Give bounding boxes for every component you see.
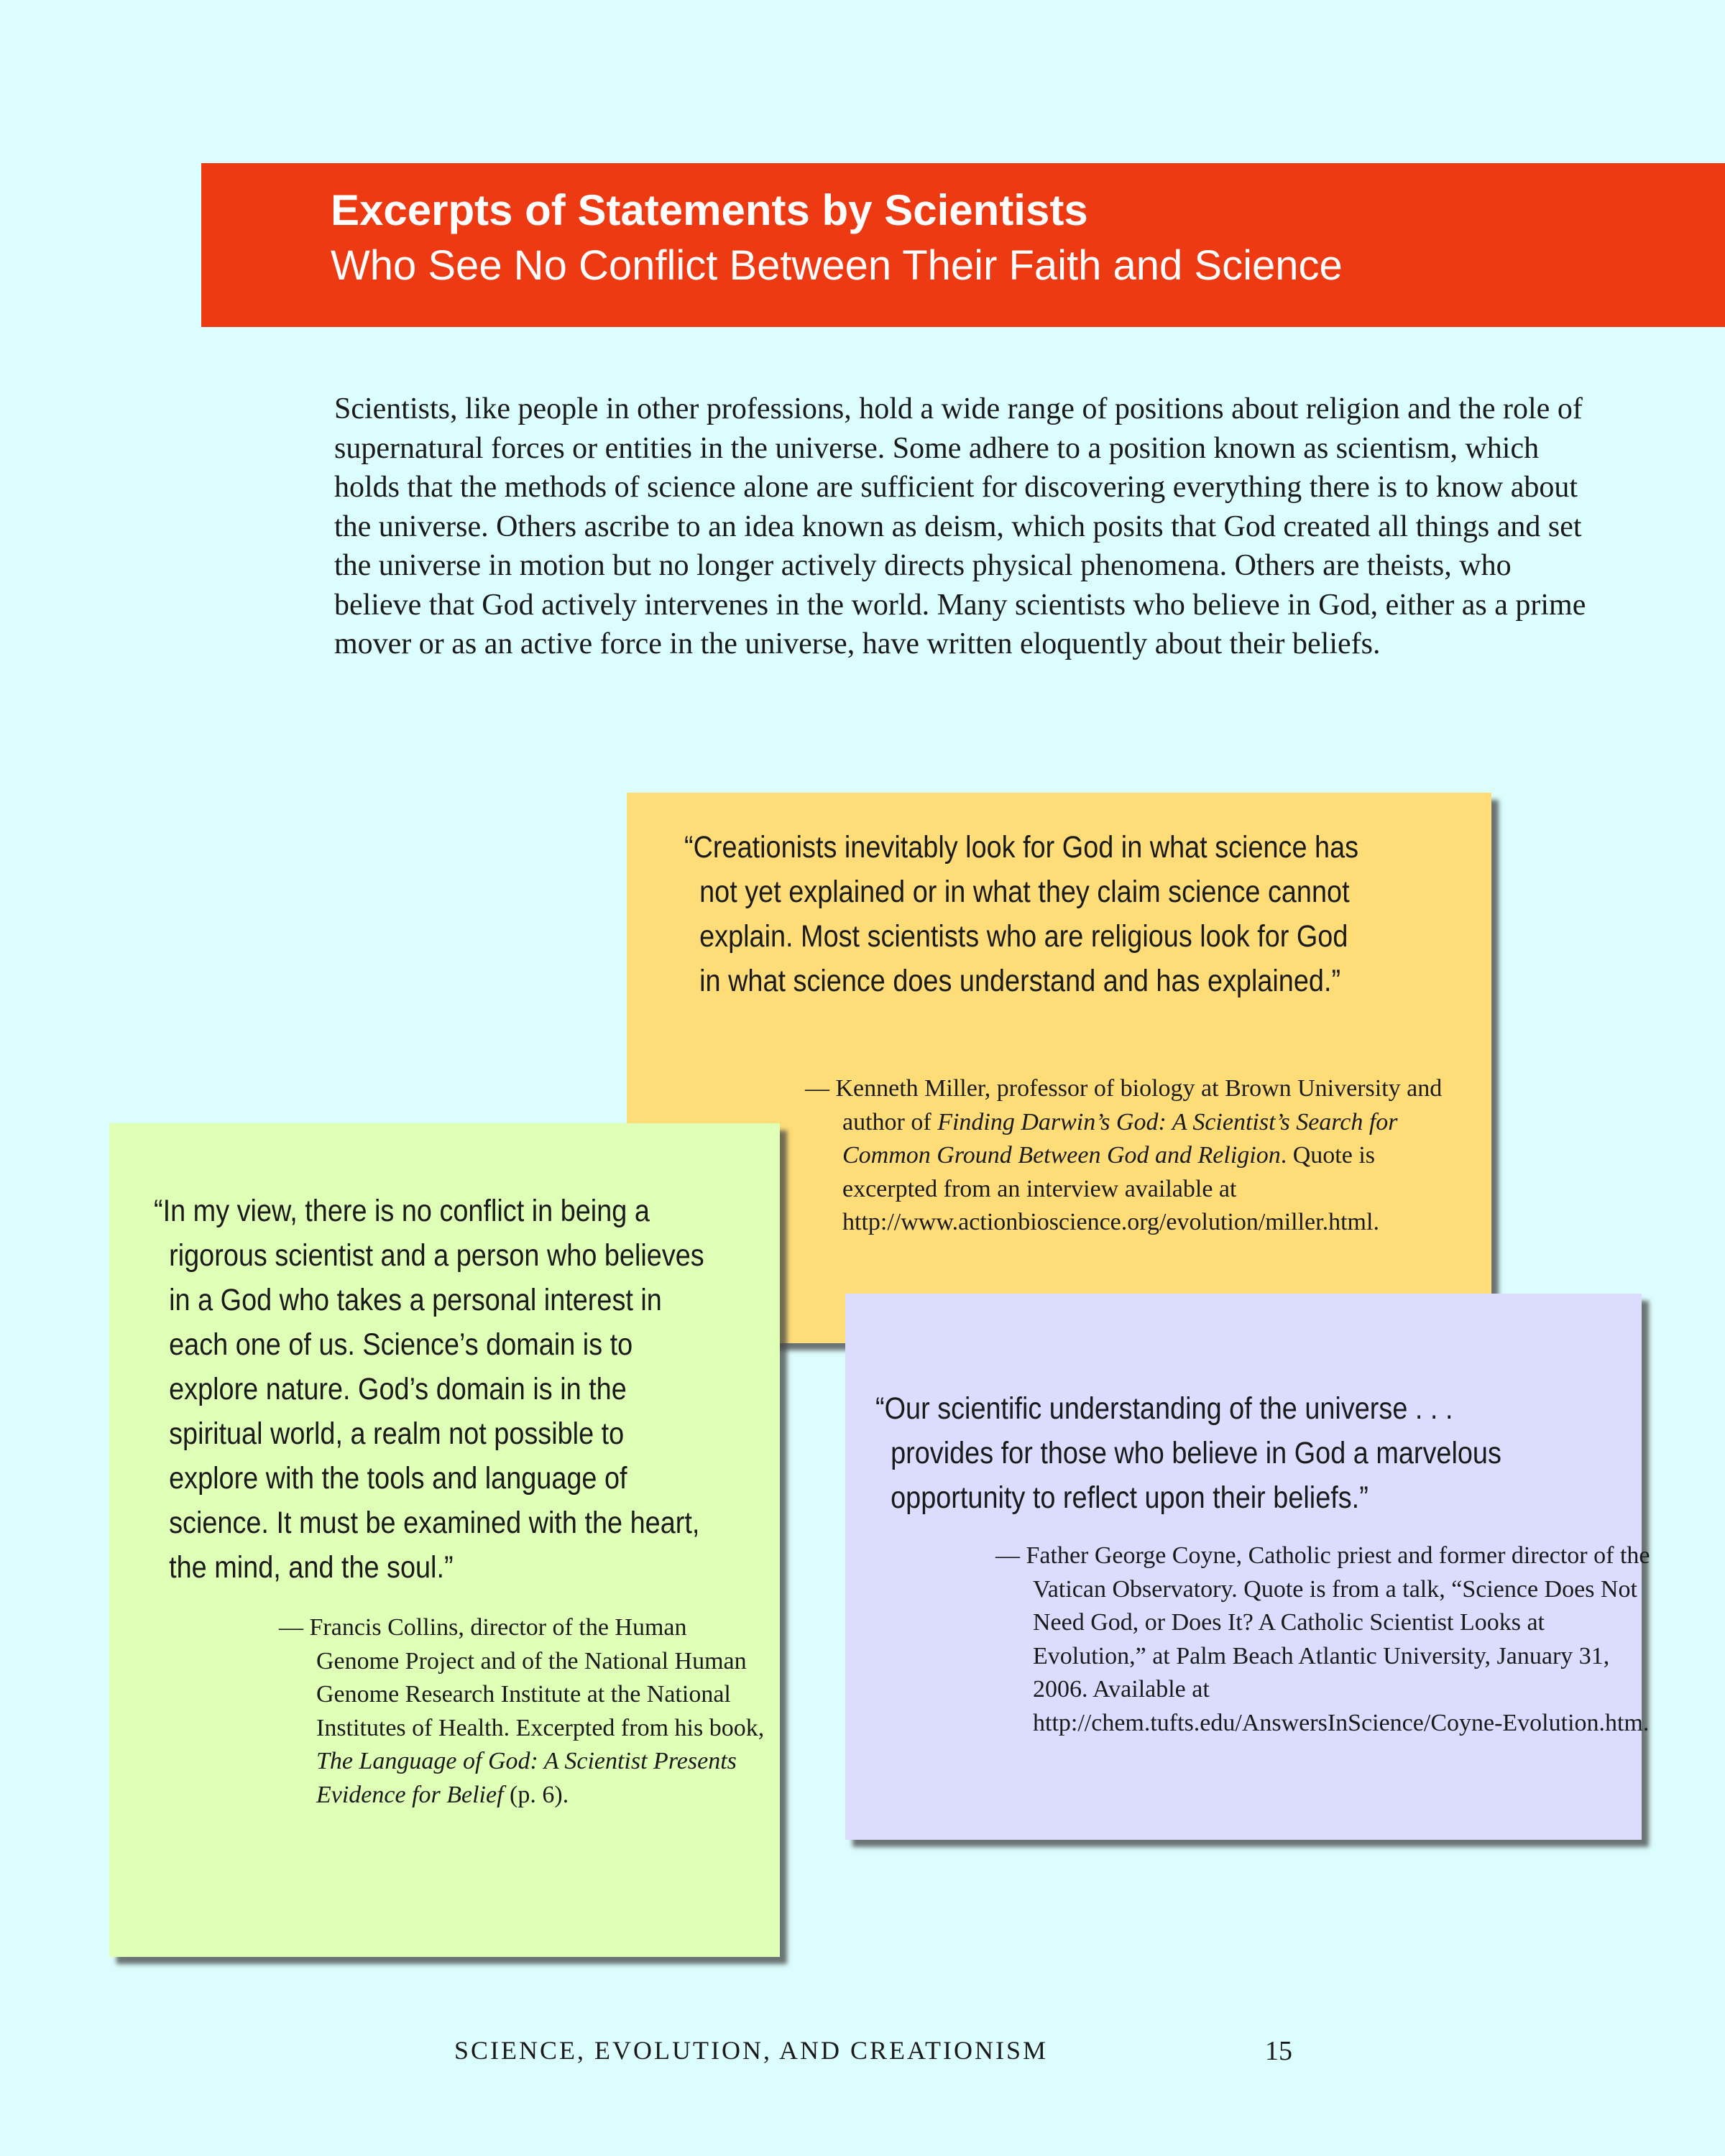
page-title: Excerpts of Statements by Scientists <box>331 186 1088 234</box>
miller-quote: “Creationists inevitably look for God in what science has not yet explained or in what they claim science cannot explain. Most scientists who are religious look for God in what science does understand and has explained.” <box>684 830 1359 998</box>
collins-book-title: The Language of God: A Scientist Presents Evidence for Belief <box>316 1748 737 1808</box>
footer-running-title: SCIENCE, EVOLUTION, AND CREATIONISM <box>454 2036 1048 2065</box>
coyne-quote: “Our scientific understanding of the universe . . . provides for those who believe in God a marvelous opportunity to reflect upon their beliefs.” <box>875 1391 1501 1515</box>
collins-attribution <box>279 1611 770 1812</box>
intro-paragraph: Scientists, like people in other professions, hold a wide range of positions about religion and the role of supernatural forces or entities in the universe. Some adhere to a position known as scientism, which holds that the methods of science alone are sufficient for discovering everything there is to know about the universe. Others ascribe to an idea known as deism, which posits that God created all things and set the universe in motion but no longer actively directs physical phenomena. Others are theists, who believe that God actively intervenes in the world. Many scientists who believe in God, either as a prime mover or as an active force in the universe, have written eloquently about their beliefs. <box>334 392 1586 660</box>
coyne-attribution: — Father George Coyne, Catholic priest and former director of the Vatican Observatory. Quote is from a talk, “Science Does Not Need God, or Does It? A Catholic Scientist Looks at Evolution,” at Palm Beach Atlantic University, January 31, 2006. Available at http://chem.tufts.edu/AnswersInScience/Coyne-Evolution.htm. <box>995 1542 1650 1736</box>
miller-book-title: Finding Darwin’s God: A Scientist’s Search for Common Ground Between God and Religion <box>842 1108 1398 1169</box>
page-subtitle: Who See No Conflict Between Their Faith and Science <box>331 242 1343 289</box>
collins-quote: “In my view, there is no conflict in being a rigorous scientist and a person who believes in a God who takes a personal interest in each one of us. Science’s domain is to explore nature. God’s domain is in the spiritual world, a realm not possible to explore with the tools and language of science. It must be examined with the heart, the mind, and the soul.” <box>154 1194 704 1585</box>
miller-attribution <box>805 1072 1475 1240</box>
collins-attribution-text: — Francis Collins, director of the Human Genome Project and of the National Human Genome Research Institute at the National Institutes of Health. Excerpted from his book, <box>279 1614 765 1741</box>
page-number: 15 <box>1265 2036 1292 2066</box>
miller-attribution-source: . Quote is excerpted from an interview available at http://www.actionbioscience.org/evolution/miller.html. <box>842 1142 1379 1235</box>
collins-attribution-page: (p. 6). <box>503 1781 569 1808</box>
miller-attribution-text: — Kenneth Miller, professor of biology at Brown University and author of <box>805 1075 1443 1135</box>
